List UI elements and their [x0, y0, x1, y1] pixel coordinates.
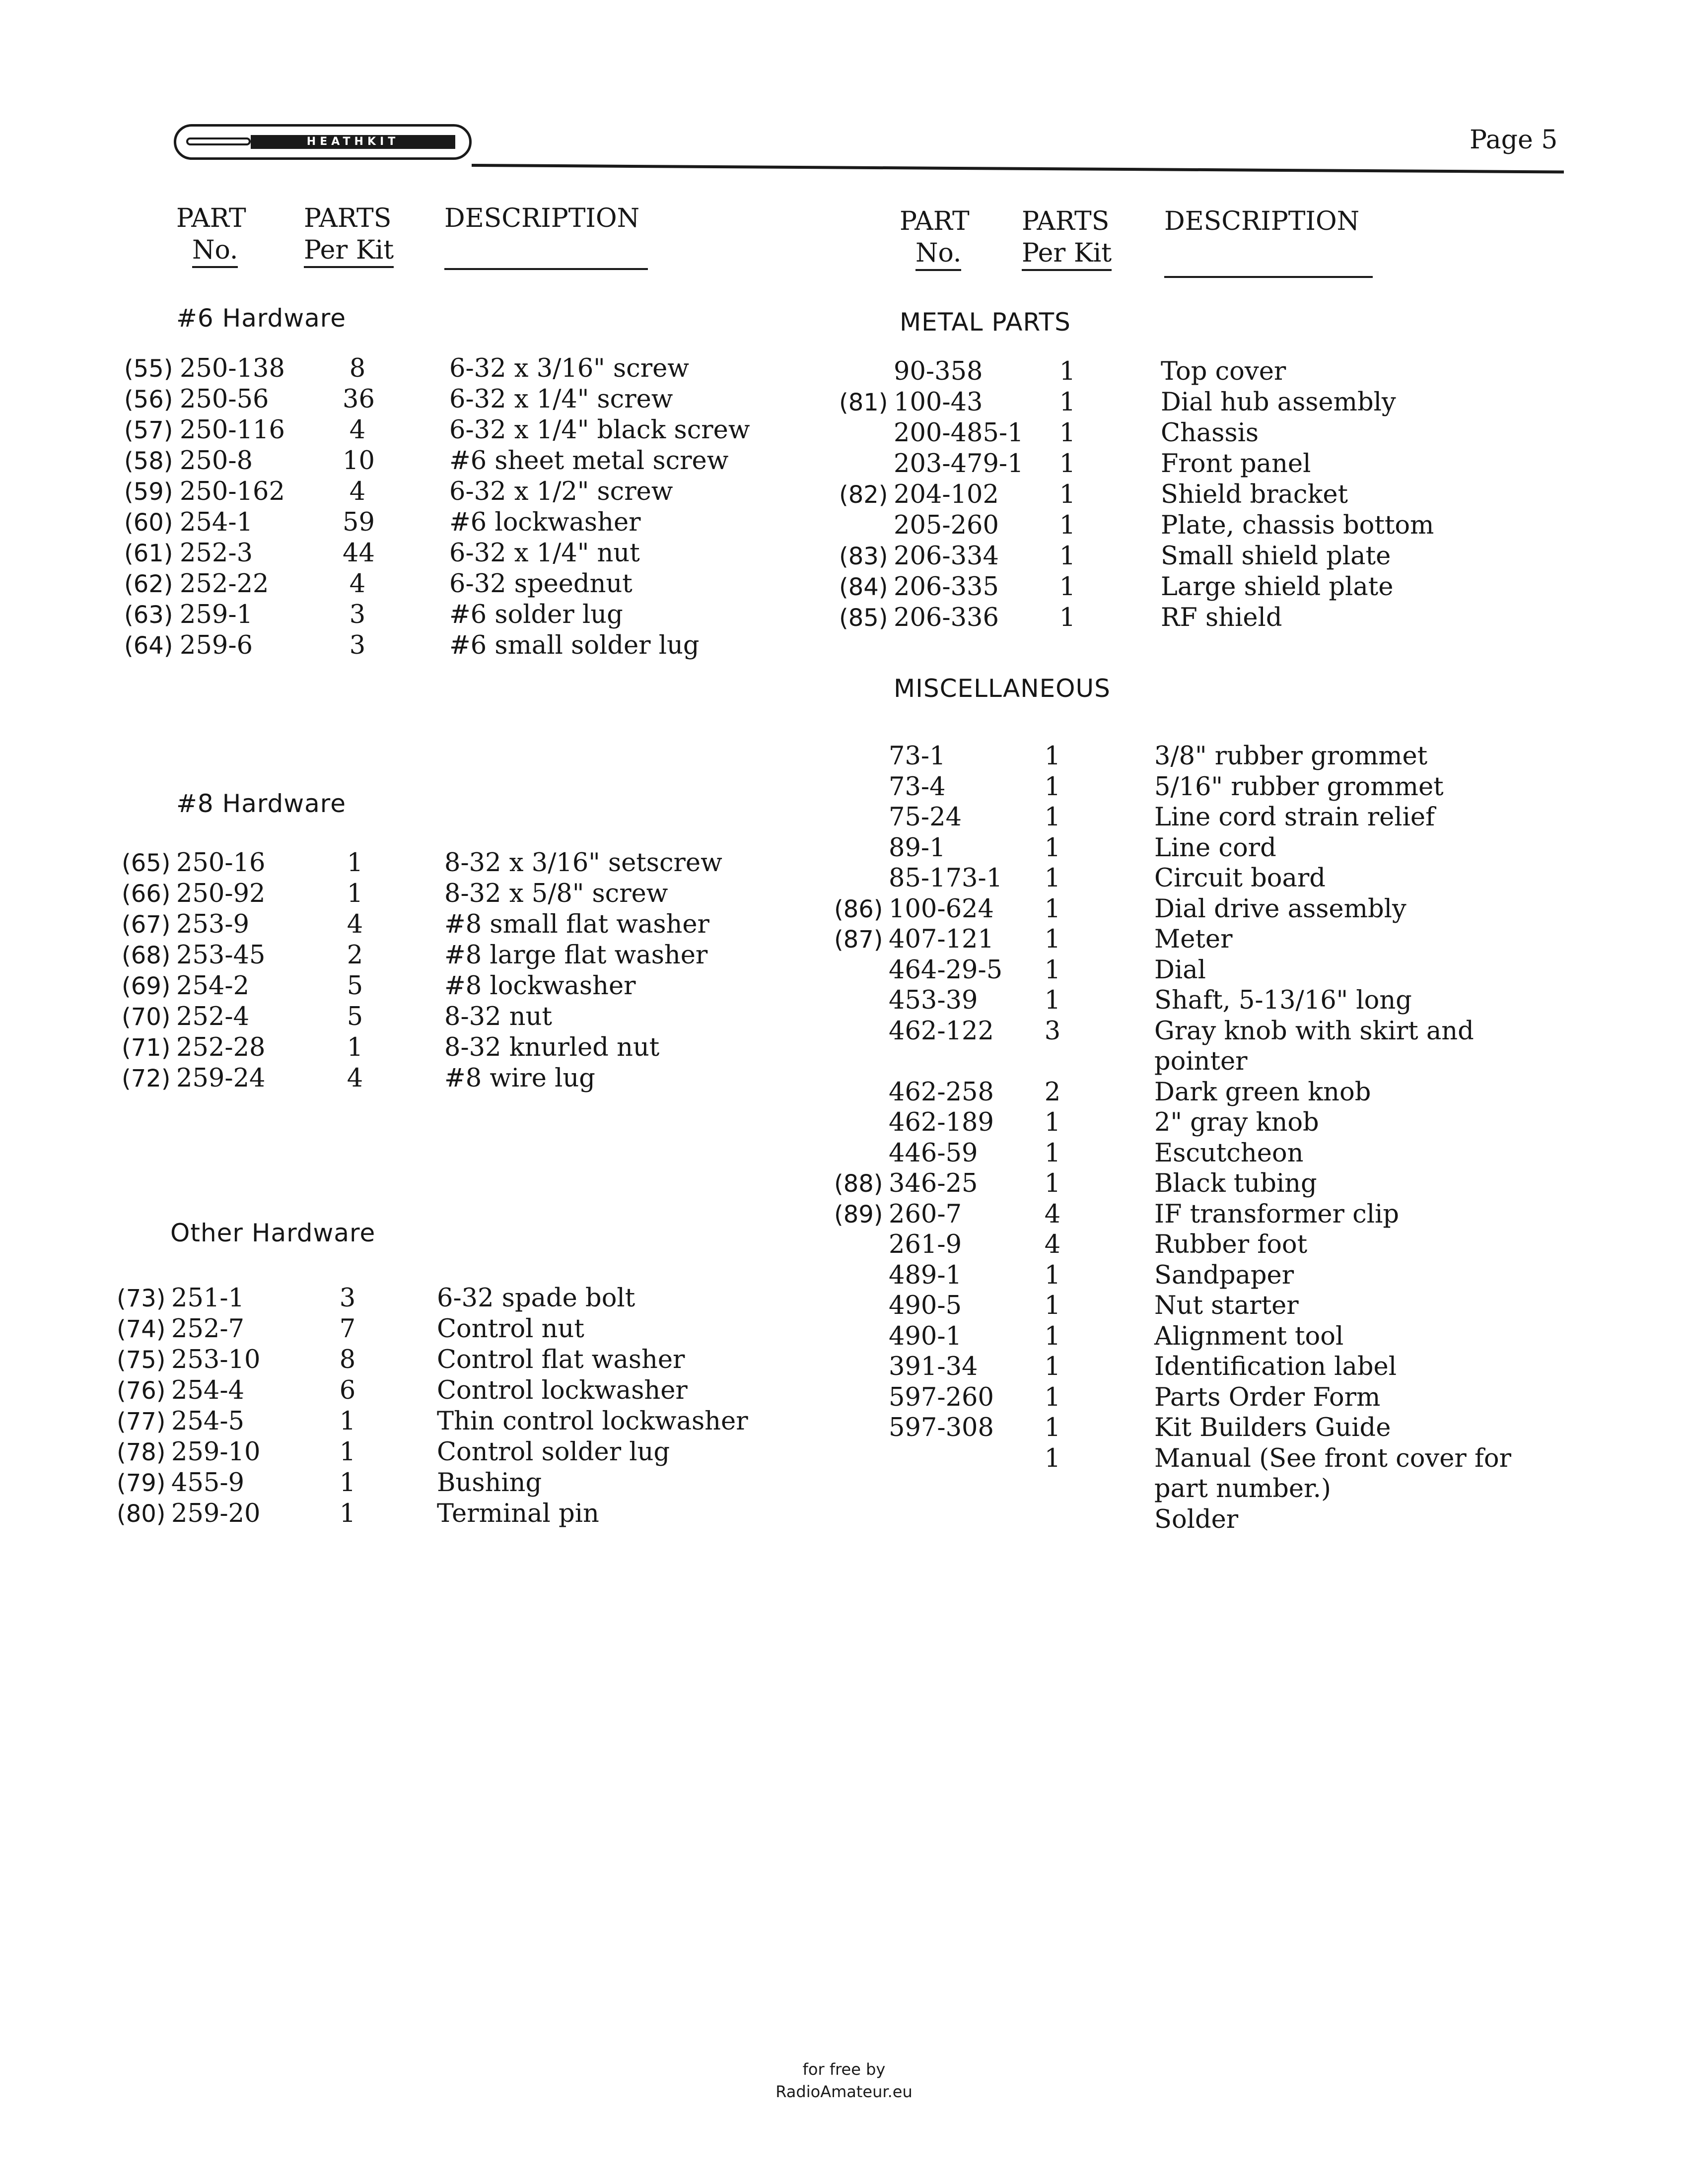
- quantity: 1: [339, 1499, 356, 1528]
- logo-swoosh-icon: [186, 137, 251, 145]
- quantity: 4: [349, 569, 366, 599]
- description: 8-32 x 3/16" setscrew: [444, 848, 722, 878]
- table-row: [0, 387, 1688, 418]
- table-row: [0, 1352, 1688, 1382]
- right-part-heading-1: PART: [900, 206, 970, 236]
- quantity: 1: [347, 848, 363, 878]
- table-row-continuation: [0, 1046, 1688, 1077]
- quantity: 1: [1059, 603, 1076, 632]
- ref-number: (86): [834, 895, 883, 923]
- table-row: [0, 510, 1688, 541]
- ref-number: (74): [117, 1315, 166, 1343]
- table-row: [0, 479, 1688, 510]
- part-number: 253-9: [176, 910, 250, 939]
- part-number: 203-479-1: [894, 449, 1024, 478]
- ref-number: (88): [834, 1170, 883, 1198]
- part-number: 462-122: [889, 1016, 994, 1046]
- description: Plate, chassis bottom: [1161, 511, 1434, 540]
- quantity: 1: [1044, 1260, 1061, 1290]
- description: Control solder lug: [437, 1437, 670, 1467]
- ref-number: (66): [122, 880, 171, 908]
- part-number: 260-7: [889, 1199, 962, 1229]
- part-number: 250-56: [180, 385, 269, 414]
- table-row: [0, 603, 1688, 633]
- description: Dark green knob: [1154, 1077, 1371, 1107]
- quantity: 3: [339, 1284, 356, 1313]
- part-number: 259-6: [180, 631, 253, 660]
- part-number: 100-43: [894, 388, 983, 417]
- ref-number: (83): [839, 543, 888, 570]
- quantity: 6: [339, 1376, 356, 1405]
- table-row: [0, 449, 1688, 479]
- part-number: 597-308: [889, 1413, 994, 1442]
- description: Kit Builders Guide: [1154, 1413, 1391, 1442]
- description: Control flat washer: [437, 1345, 685, 1374]
- description: 8-32 knurled nut: [444, 1033, 660, 1062]
- description: 6-32 x 1/4" screw: [449, 385, 673, 414]
- quantity: 1: [1044, 1382, 1061, 1412]
- quantity: 36: [343, 385, 375, 414]
- right-part-no-heading: [900, 205, 970, 269]
- right-description-rule: [1164, 276, 1373, 278]
- part-number: 446-59: [889, 1138, 978, 1168]
- part-number: 489-1: [889, 1260, 962, 1290]
- description: Line cord: [1154, 833, 1276, 863]
- quantity: 1: [1059, 480, 1076, 509]
- description: RF shield: [1161, 603, 1282, 632]
- description: 6-32 spade bolt: [437, 1284, 635, 1313]
- description: Identification label: [1154, 1352, 1397, 1381]
- quantity: 1: [1059, 511, 1076, 540]
- description: #6 solder lug: [449, 600, 623, 629]
- part-number: 252-7: [171, 1314, 245, 1344]
- quantity: 1: [347, 1033, 363, 1062]
- left-part-heading-1: PART: [176, 204, 246, 233]
- part-number: 252-28: [176, 1033, 266, 1062]
- part-number: 251-1: [171, 1284, 245, 1313]
- quantity: 1: [339, 1468, 356, 1498]
- part-number: 455-9: [171, 1468, 245, 1498]
- description: 6-32 x 1/4" black screw: [449, 415, 750, 445]
- part-number: 407-121: [889, 925, 994, 954]
- left-parts-heading-2: Per Kit: [304, 235, 394, 268]
- quantity: 1: [339, 1407, 356, 1436]
- description: Solder: [1154, 1504, 1239, 1534]
- quantity: 1: [1044, 1352, 1061, 1381]
- description: #8 wire lug: [444, 1064, 595, 1093]
- quantity: 1: [1059, 357, 1076, 386]
- description: Front panel: [1161, 449, 1311, 478]
- table-row: [0, 802, 1688, 833]
- description: Top cover: [1161, 357, 1286, 386]
- page-number: Page 5: [1470, 125, 1558, 155]
- part-number: 250-138: [180, 354, 285, 383]
- part-number: 346-25: [889, 1169, 978, 1198]
- part-number: 250-92: [176, 879, 266, 908]
- part-number: 250-8: [180, 446, 253, 476]
- quantity: 1: [1059, 418, 1076, 448]
- quantity: 1: [1044, 742, 1061, 771]
- part-number: 597-260: [889, 1382, 994, 1412]
- description: Black tubing: [1154, 1169, 1317, 1198]
- right-description-heading: DESCRIPTION: [1164, 206, 1360, 236]
- description: Control nut: [437, 1314, 584, 1344]
- description: Dial hub assembly: [1161, 388, 1396, 417]
- quantity: 1: [1059, 542, 1076, 571]
- part-number: 464-29-5: [889, 955, 1003, 985]
- table-row: [0, 356, 1688, 387]
- description: Shield bracket: [1161, 480, 1348, 509]
- description: Bushing: [437, 1468, 542, 1498]
- right-part-heading-2: No.: [915, 238, 961, 271]
- description: Alignment tool: [1154, 1321, 1344, 1351]
- ref-number: (59): [124, 478, 173, 506]
- section-title-other-hardware: Other Hardware: [170, 1219, 376, 1247]
- table-row: [0, 985, 1688, 1016]
- part-number: 89-1: [889, 833, 946, 863]
- quantity: 1: [1044, 1291, 1061, 1320]
- part-number: 254-5: [171, 1407, 245, 1436]
- description: Sandpaper: [1154, 1260, 1294, 1290]
- description: #8 lockwasher: [444, 971, 636, 1001]
- quantity: 8: [349, 354, 366, 383]
- table-row: [0, 863, 1688, 894]
- ref-number: (73): [117, 1285, 166, 1312]
- ref-number: (63): [124, 601, 173, 629]
- description: Circuit board: [1154, 864, 1326, 893]
- quantity: 1: [1044, 833, 1061, 863]
- table-row: [0, 1138, 1688, 1169]
- left-description-rule: [444, 268, 648, 270]
- table-row: [0, 955, 1688, 986]
- quantity: 4: [1044, 1199, 1061, 1229]
- ref-number: (85): [839, 604, 888, 632]
- quantity: 44: [343, 539, 375, 568]
- quantity: 5: [347, 971, 363, 1001]
- right-parts-heading-1: PARTS: [1022, 206, 1110, 236]
- quantity: 4: [347, 1064, 363, 1093]
- part-number: 462-189: [889, 1108, 994, 1137]
- quantity: 1: [1059, 388, 1076, 417]
- description: 8-32 x 5/8" screw: [444, 879, 668, 908]
- table-row: [0, 1504, 1688, 1535]
- table-row: [0, 1077, 1688, 1108]
- quantity: 1: [1059, 572, 1076, 602]
- part-number: 206-336: [894, 603, 999, 632]
- part-number: 206-334: [894, 542, 999, 571]
- part-number: 206-335: [894, 572, 999, 602]
- part-number: 259-24: [176, 1064, 266, 1093]
- ref-number: (79): [117, 1469, 166, 1497]
- table-row: [0, 1168, 1688, 1199]
- description: 3/8" rubber grommet: [1154, 742, 1428, 771]
- section-title-metal-parts: METAL PARTS: [900, 308, 1071, 337]
- right-parts-heading-2: Per Kit: [1022, 238, 1112, 271]
- part-number: 90-358: [894, 357, 983, 386]
- quantity: 59: [343, 508, 375, 537]
- ref-number: (56): [124, 386, 173, 413]
- description: #8 small flat washer: [444, 910, 709, 939]
- ref-number: (65): [122, 849, 171, 877]
- table-row: [0, 1443, 1688, 1474]
- logo-text: HEATHKIT: [251, 135, 455, 149]
- table-row-continuation: [0, 1474, 1688, 1504]
- part-number: 490-1: [889, 1321, 962, 1351]
- quantity: 1: [1044, 803, 1061, 832]
- quantity: 2: [1044, 1077, 1061, 1107]
- description: Dial drive assembly: [1154, 894, 1407, 924]
- quantity: 1: [1044, 1138, 1061, 1168]
- ref-number: (89): [834, 1200, 883, 1228]
- description: 6-32 x 3/16" screw: [449, 354, 689, 383]
- quantity: 1: [1044, 772, 1061, 802]
- quantity: 8: [339, 1345, 356, 1374]
- table-row: [0, 1229, 1688, 1260]
- part-number: 252-4: [176, 1002, 250, 1031]
- left-part-heading-2: No.: [192, 235, 238, 268]
- part-number: 259-10: [171, 1437, 261, 1467]
- part-number: 252-3: [180, 539, 253, 568]
- description: #8 large flat washer: [444, 941, 708, 970]
- section-title-8-hardware: #8 Hardware: [176, 789, 347, 818]
- left-description-heading: DESCRIPTION: [444, 204, 640, 233]
- quantity: 1: [1044, 864, 1061, 893]
- ref-number: (76): [117, 1377, 166, 1405]
- ref-number: (80): [117, 1500, 166, 1528]
- ref-number: (81): [839, 389, 888, 416]
- table-row: [0, 741, 1688, 772]
- quantity: 1: [339, 1437, 356, 1467]
- table-row: [0, 541, 1688, 572]
- part-number: 205-260: [894, 511, 999, 540]
- quantity: 4: [349, 415, 366, 445]
- table-row: [0, 1413, 1688, 1443]
- ref-number: (72): [122, 1065, 171, 1092]
- table-row: [0, 1107, 1688, 1138]
- heathkit-logo: [174, 124, 472, 160]
- quantity: 1: [347, 879, 363, 908]
- description: Nut starter: [1154, 1291, 1299, 1320]
- quantity: 3: [1044, 1016, 1061, 1046]
- description: Chassis: [1161, 418, 1259, 448]
- footer-line-2: RadioAmateur.eu: [775, 2082, 913, 2101]
- ref-number: (87): [834, 926, 883, 954]
- description: 5/16" rubber grommet: [1154, 772, 1444, 802]
- quantity: 10: [343, 446, 375, 476]
- ref-number: (64): [124, 632, 173, 660]
- ref-number: (60): [124, 509, 173, 537]
- table-row: [0, 1321, 1688, 1352]
- description-continuation: pointer: [1154, 1047, 1248, 1076]
- ref-number: (82): [839, 481, 888, 509]
- quantity: 1: [1044, 986, 1061, 1015]
- part-number: 73-1: [889, 742, 946, 771]
- table-row: [0, 630, 1688, 661]
- description: Parts Order Form: [1154, 1382, 1381, 1412]
- part-number: 204-102: [894, 480, 999, 509]
- part-number: 200-485-1: [894, 418, 1024, 448]
- ref-number: (67): [122, 911, 171, 939]
- description: Thin control lockwasher: [437, 1407, 748, 1436]
- ref-number: (55): [124, 355, 173, 383]
- part-number: 261-9: [889, 1230, 962, 1259]
- ref-number: (70): [122, 1003, 171, 1031]
- ref-number: (77): [117, 1408, 166, 1435]
- right-parts-per-kit-heading: [1022, 205, 1112, 269]
- ref-number: (69): [122, 972, 171, 1000]
- ref-number: (61): [124, 540, 173, 567]
- part-number: 259-20: [171, 1499, 261, 1528]
- quantity: 1: [1044, 925, 1061, 954]
- quantity: 1: [1044, 894, 1061, 924]
- description: Line cord strain relief: [1154, 803, 1435, 832]
- description: #6 small solder lug: [449, 631, 700, 660]
- ref-number: (78): [117, 1438, 166, 1466]
- table-row: [0, 1291, 1688, 1321]
- quantity: 4: [349, 477, 366, 506]
- table-row: [0, 1199, 1688, 1230]
- description: 6-32 x 1/2" screw: [449, 477, 673, 506]
- part-number: 75-24: [889, 803, 962, 832]
- part-number: 490-5: [889, 1291, 962, 1320]
- description: Control lockwasher: [437, 1376, 688, 1405]
- table-row: [0, 894, 1688, 925]
- table-row: [0, 833, 1688, 864]
- quantity: 2: [347, 941, 363, 970]
- description: Dial: [1154, 955, 1206, 985]
- description: Escutcheon: [1154, 1138, 1304, 1168]
- description-continuation: part number.): [1154, 1474, 1331, 1503]
- table-row: [0, 1382, 1688, 1413]
- left-part-no-heading: [176, 203, 246, 266]
- ref-number: (75): [117, 1346, 166, 1374]
- description: 2" gray knob: [1154, 1108, 1319, 1137]
- part-number: 250-16: [176, 848, 266, 878]
- quantity: 1: [1044, 1321, 1061, 1351]
- section-title-6-hardware: #6 Hardware: [176, 304, 347, 333]
- part-number: 253-45: [176, 941, 266, 970]
- header-rule: [472, 164, 1564, 173]
- part-number: 254-2: [176, 971, 250, 1001]
- left-parts-per-kit-heading: [304, 203, 394, 266]
- description: #6 lockwasher: [449, 508, 641, 537]
- description: 8-32 nut: [444, 1002, 552, 1031]
- description: Small shield plate: [1161, 542, 1391, 571]
- ref-number: (68): [122, 942, 171, 969]
- part-number: 259-1: [180, 600, 253, 629]
- table-row: [0, 924, 1688, 955]
- description: Large shield plate: [1161, 572, 1394, 602]
- quantity: 5: [347, 1002, 363, 1031]
- part-number: 250-116: [180, 415, 285, 445]
- left-parts-heading-1: PARTS: [304, 204, 392, 233]
- part-number: 254-4: [171, 1376, 245, 1405]
- part-number: 391-34: [889, 1352, 978, 1381]
- ref-number: (84): [839, 573, 888, 601]
- description: Rubber foot: [1154, 1230, 1308, 1259]
- description: IF transformer clip: [1154, 1199, 1399, 1229]
- part-number: 100-624: [889, 894, 994, 924]
- quantity: 7: [339, 1314, 356, 1344]
- description: Gray knob with skirt and: [1154, 1016, 1474, 1046]
- part-number: 73-4: [889, 772, 946, 802]
- description: #6 sheet metal screw: [449, 446, 729, 476]
- part-number: 85-173-1: [889, 864, 1003, 893]
- table-row: [0, 1016, 1688, 1047]
- section-title-miscellaneous: MISCELLANEOUS: [894, 674, 1111, 703]
- description: Shaft, 5-13/16" long: [1154, 986, 1412, 1015]
- description: 6-32 speednut: [449, 569, 633, 599]
- ref-number: (71): [122, 1034, 171, 1062]
- quantity: 1: [1044, 1443, 1061, 1473]
- table-row: [0, 572, 1688, 603]
- part-number: 253-10: [171, 1345, 261, 1374]
- description: 6-32 x 1/4" nut: [449, 539, 640, 568]
- part-number: 252-22: [180, 569, 269, 599]
- ref-number: (62): [124, 570, 173, 598]
- quantity: 4: [1044, 1230, 1061, 1259]
- quantity: 3: [349, 631, 366, 660]
- part-number: 453-39: [889, 986, 978, 1015]
- part-number: 462-258: [889, 1077, 994, 1107]
- ref-number: (58): [124, 447, 173, 475]
- quantity: 1: [1059, 449, 1076, 478]
- quantity: 1: [1044, 1108, 1061, 1137]
- table-row: [0, 1260, 1688, 1291]
- quantity: 1: [1044, 1413, 1061, 1442]
- quantity: 4: [347, 910, 363, 939]
- description: Terminal pin: [437, 1499, 599, 1528]
- quantity: 1: [1044, 955, 1061, 985]
- quantity: 1: [1044, 1169, 1061, 1198]
- table-row: [0, 772, 1688, 803]
- description: Meter: [1154, 925, 1233, 954]
- description: Manual (See front cover for: [1154, 1443, 1511, 1473]
- part-number: 254-1: [180, 508, 253, 537]
- quantity: 3: [349, 600, 366, 629]
- part-number: 250-162: [180, 477, 285, 506]
- ref-number: (57): [124, 416, 173, 444]
- table-row: [0, 418, 1688, 449]
- footer-line-1: for free by: [802, 2060, 886, 2079]
